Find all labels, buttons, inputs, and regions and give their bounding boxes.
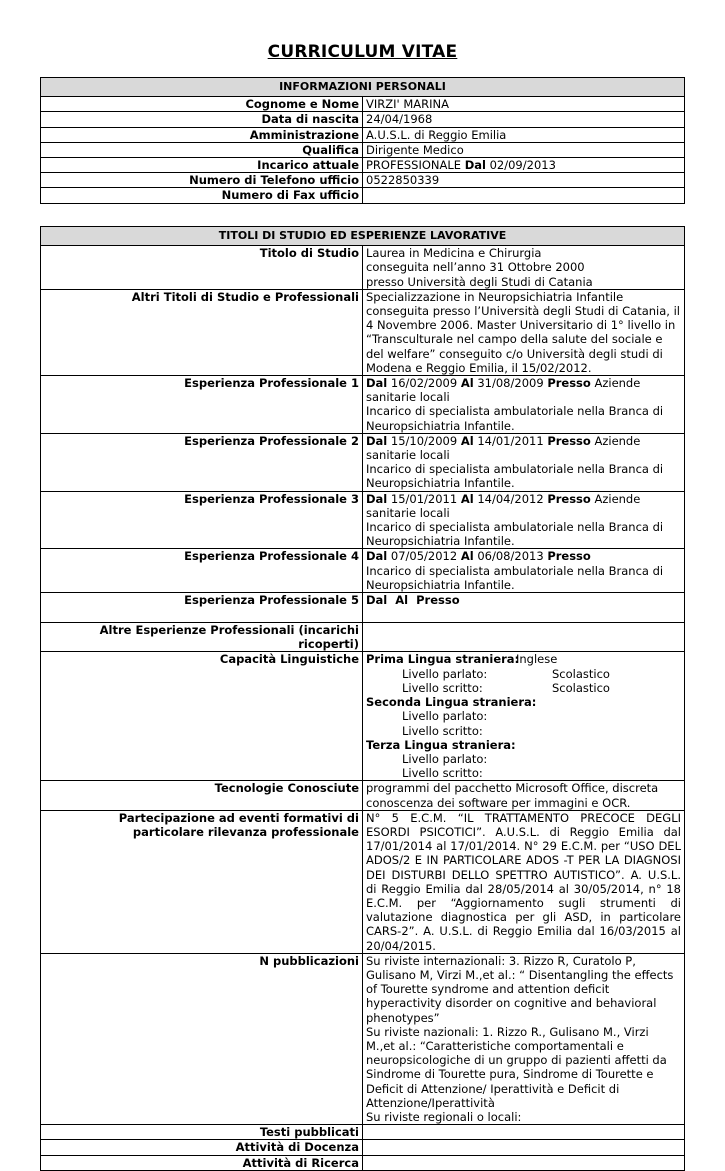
published-texts-value <box>363 1125 685 1140</box>
phone-label: Numero di Telefono ufficio <box>41 173 363 188</box>
page-title: CURRICULUM VITAE <box>267 42 458 62</box>
languages-value <box>363 652 685 781</box>
table-row <box>41 549 685 593</box>
other-titles-value: Specializzazione in Neuropsichiatria Infantile conseguita presso l’Università degli Studi di Catania, il 4 Novembre 2006. Master Universitario di 1° livello in “Transculturale nel campo della salute del sociale e del welfare” conseguito c/o Università degli studi di Modena e Reggio Emilia, il 15/02/2012. <box>363 289 685 375</box>
dal-label: Dal <box>366 491 388 506</box>
experience-description: Incarico di specialista ambulatoriale nella Branca di Neuropsichiatria Infantile. <box>366 520 664 549</box>
table-row <box>41 158 685 173</box>
name-label: Cognome e Nome <box>41 97 363 112</box>
administration-value: A.U.S.L. di Reggio Emilia <box>363 127 685 142</box>
table-row <box>41 127 685 142</box>
publication-entry: Su riviste nazionali: 1. Rizzo R., Gulisano M., Virzi M.,et al.: “Caratteristiche comportamentali e neuropsicologiche di un gruppo di pazienti affetti da Sindrome di Tourette pura, Sindrome di Tourette e Deficit di Attenzione/ Iperattività e Deficit di Attenzione/Iperattività <box>366 1024 667 1110</box>
assignment-type: PROFESSIONALE <box>366 158 462 173</box>
phone-value: 0522850339 <box>363 173 685 188</box>
dal-label: Dal <box>366 376 388 391</box>
table-row <box>41 1125 685 1140</box>
research-label: Attività di Ricerca <box>41 1155 363 1170</box>
table-row <box>41 376 685 434</box>
from-date: 07/05/2012 <box>390 549 458 564</box>
degree-value <box>363 246 685 290</box>
fax-label: Numero di Fax ufficio <box>41 188 363 203</box>
experience-label: Esperienza Professionale 4 <box>41 549 363 593</box>
experience-label: Esperienza Professionale 1 <box>41 376 363 434</box>
table-row <box>41 953 685 1124</box>
table-row <box>41 97 685 112</box>
second-language-spoken-label: Livello parlato: <box>402 709 488 724</box>
birthdate-label: Data di nascita <box>41 112 363 127</box>
experience-value <box>363 491 685 549</box>
first-language-written-level: Scolastico <box>552 680 610 695</box>
publications-label: N pubblicazioni <box>41 953 363 1124</box>
personal-info-header: INFORMAZIONI PERSONALI <box>41 78 685 97</box>
birthdate-value: 24/04/1968 <box>363 112 685 127</box>
table-row <box>41 188 685 203</box>
third-language-title: Terza Lingua straniera: <box>366 737 516 752</box>
dal-label: Dal <box>366 549 388 564</box>
third-language-spoken-label: Livello parlato: <box>402 751 488 766</box>
published-texts-label: Testi pubblicati <box>41 1125 363 1140</box>
table-row <box>41 289 685 375</box>
current-assignment-label: Incarico attuale <box>41 158 363 173</box>
publication-entry: Su riviste internazionali: 3. Rizzo R, Curatolo P, Gulisano M, Virzi M.,et al.: “ Disentangling the effects of Tourette syndrome and attention deficit hyperactivity disorder on cognitive and behavioral phenotypes” <box>366 953 674 1025</box>
assignment-dal-label: Dal <box>464 158 486 173</box>
qualification-value: Dirigente Medico <box>363 142 685 157</box>
to-date: 14/04/2012 <box>477 491 544 506</box>
first-language-spoken-level: Scolastico <box>552 666 610 681</box>
second-language-written-label: Livello scritto: <box>402 723 483 738</box>
technologies-label: Tecnologie Conosciute <box>41 781 363 810</box>
experience-value <box>363 376 685 434</box>
other-experience-value <box>363 623 685 652</box>
name-value: VIRZI' MARINA <box>363 97 685 112</box>
degree-line: presso Università degli Studi di Catania <box>366 274 593 289</box>
publications-value <box>363 953 685 1124</box>
al-label: Al <box>460 549 474 564</box>
table-row <box>41 1155 685 1170</box>
from-date: 15/10/2009 <box>390 433 458 448</box>
table-row <box>41 112 685 127</box>
degree-label: Titolo di Studio <box>41 246 363 290</box>
experience-value <box>363 593 685 623</box>
fax-value <box>363 188 685 203</box>
presso-label: Presso <box>547 491 591 506</box>
experience-description: Incarico di specialista ambulatoriale nella Branca di Neuropsichiatria Infantile. <box>366 462 664 491</box>
presso-label: Presso <box>547 549 591 564</box>
from-date: 15/01/2011 <box>390 491 458 506</box>
table-row <box>41 652 685 781</box>
assignment-date: 02/09/2013 <box>489 158 556 173</box>
table-row <box>41 623 685 652</box>
from-date: 16/02/2009 <box>390 376 458 391</box>
experience-value <box>363 549 685 593</box>
languages-label: Capacità Linguistiche <box>41 652 363 781</box>
first-language-written-label: Livello scritto: <box>402 680 483 695</box>
to-date: 14/01/2011 <box>477 433 544 448</box>
events-value: N° 5 E.C.M. “IL TRATTAMENTO PRECOCE DEGLI ESORDI PSICOTICI”. A.U.S.L. di Reggio Emilia dal 17/01/2014 al 17/01/2014. N° 29 E.C.M. per “USO DEL ADOS/2 E IN PARTICOLARE ADOS -T PER LA DIAGNOSI DEI DISTURBI DELLO SPETTRO AUTISTICO”. A. U.S.L. di Reggio Emilia dal 28/05/2014 al 30/05/2014, n° 18 E.C.M. per “Aggiornamento sugli strumenti di valutazione diagnostica per gli ASD, in particolare CARS-2”. A. U.S.L. di Reggio Emilia dal 16/03/2015 al 20/04/2015. <box>363 810 685 953</box>
al-label: Al <box>460 433 474 448</box>
studies-header: TITOLI DI STUDIO ED ESPERIENZE LAVORATIVE <box>41 227 685 246</box>
experience-value <box>363 433 685 491</box>
degree-line: conseguita nell’anno 31 Ottobre 2000 <box>366 260 585 275</box>
presso-label: Presso <box>416 593 460 608</box>
table-row <box>41 593 685 623</box>
presso-label: Presso <box>547 433 591 448</box>
studies-experience-table <box>40 226 685 1171</box>
publication-entry: Su riviste regionali o locali: <box>366 1109 522 1124</box>
experience-label: Esperienza Professionale 3 <box>41 491 363 549</box>
events-label: Partecipazione ad eventi formativi di particolare rilevanza professionale <box>41 810 363 953</box>
dal-label: Dal <box>366 433 388 448</box>
to-date: 31/08/2009 <box>477 376 544 391</box>
experience-label: Esperienza Professionale 2 <box>41 433 363 491</box>
employer: Aziende sanitarie locali <box>366 491 641 520</box>
teaching-label: Attività di Docenza <box>41 1140 363 1155</box>
table-row <box>41 173 685 188</box>
other-titles-label: Altri Titoli di Studio e Professionali <box>41 289 363 375</box>
teaching-value <box>363 1140 685 1155</box>
employer: Aziende sanitarie locali <box>366 433 641 463</box>
al-label: Al <box>460 491 474 506</box>
presso-label: Presso <box>547 376 591 391</box>
second-language-title: Seconda Lingua straniera: <box>366 695 537 710</box>
first-language-name: Inglese <box>516 652 558 667</box>
al-label: Al <box>460 376 474 391</box>
experience-description: Incarico di specialista ambulatoriale nella Branca di Neuropsichiatria Infantile. <box>366 404 664 433</box>
to-date: 06/08/2013 <box>477 549 544 564</box>
administration-label: Amministrazione <box>41 127 363 142</box>
experience-label: Esperienza Professionale 5 <box>41 593 363 623</box>
personal-info-table <box>40 77 685 204</box>
qualification-label: Qualifica <box>41 142 363 157</box>
table-row <box>41 433 685 491</box>
table-row <box>41 142 685 157</box>
al-label: Al <box>395 593 409 608</box>
current-assignment-value <box>363 158 685 173</box>
first-language-spoken-label: Livello parlato: <box>402 666 488 681</box>
table-row <box>41 246 685 290</box>
experience-description: Incarico di specialista ambulatoriale nella Branca di Neuropsichiatria Infantile. <box>366 563 664 592</box>
employer: Aziende sanitarie locali <box>366 376 641 405</box>
technologies-value: programmi del pacchetto Microsoft Office, discreta conoscenza dei software per immagini e OCR. <box>363 781 685 810</box>
third-language-written-label: Livello scritto: <box>402 766 483 781</box>
dal-label: Dal <box>366 593 388 608</box>
research-value <box>363 1155 685 1170</box>
first-language-title: Prima Lingua straniera: <box>366 652 520 667</box>
table-row <box>41 1140 685 1155</box>
table-row <box>41 781 685 810</box>
table-row <box>41 810 685 953</box>
table-row <box>41 491 685 549</box>
degree-line: Laurea in Medicina e Chirurgia <box>366 246 542 261</box>
other-experience-label: Altre Esperienze Professionali (incarichi ricoperti) <box>41 623 363 652</box>
